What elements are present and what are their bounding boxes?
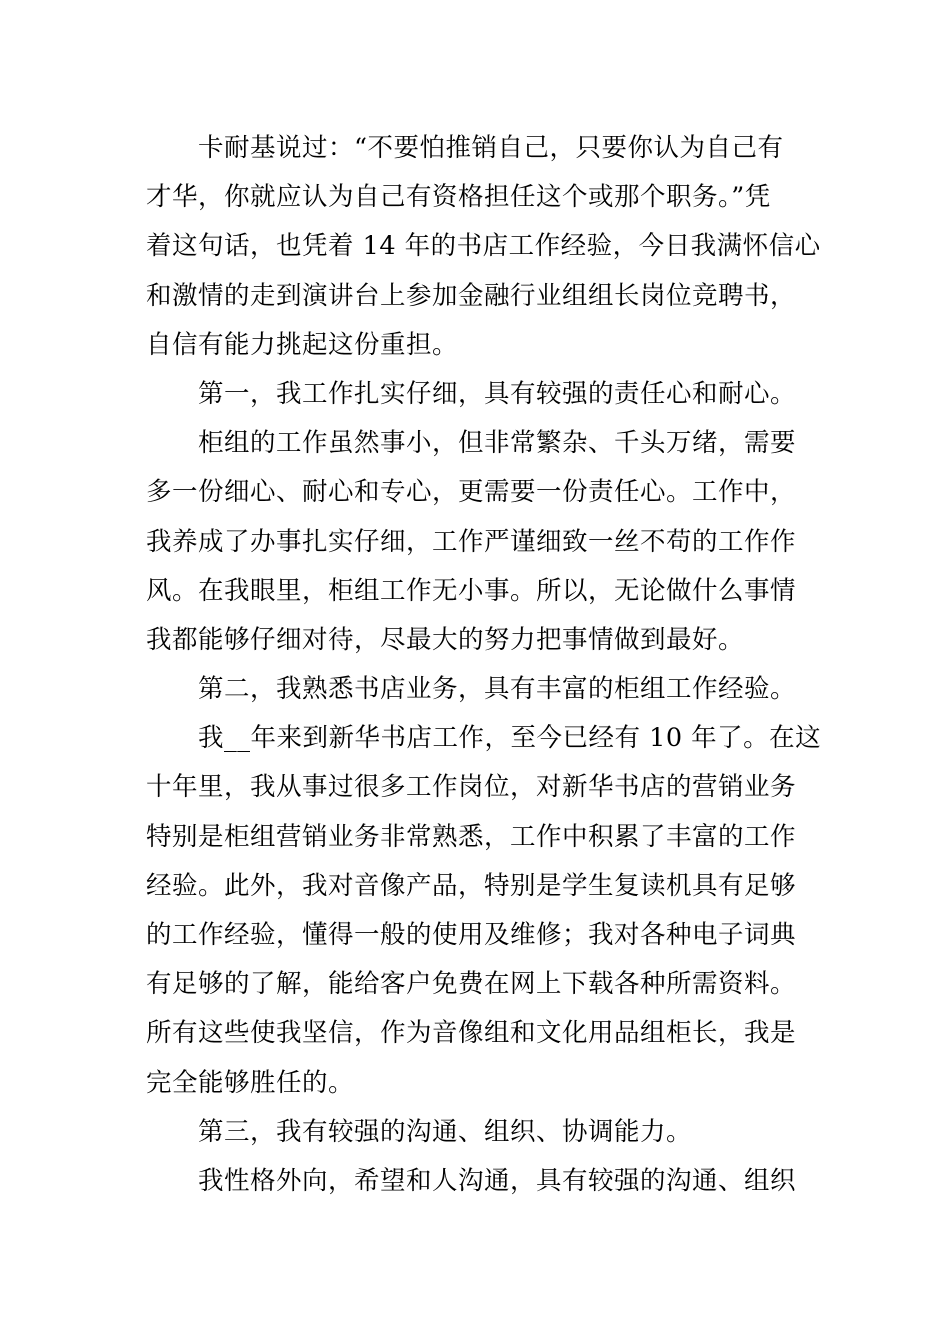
paragraph-intro [146, 124, 821, 370]
document-body [146, 124, 822, 1206]
text-line: 风。在我眼里，柜组工作无小事。所以，无论做什么事情 [146, 575, 797, 606]
paragraph-first-detail [146, 419, 808, 665]
text-line: 和激情的走到演讲台上参加金融行业组组长岗位竞聘书， [146, 280, 797, 311]
text-line: 我性格外向，希望和人沟通，具有较强的沟通、组织 [198, 1165, 797, 1196]
text-line: 柜组的工作虽然事小，但非常繁杂、千头万绪，需要 [198, 428, 797, 459]
paragraph-heading-first [146, 370, 808, 419]
text-line: 我都能够仔细对待，尽最大的努力把事情做到最好。 [146, 624, 745, 655]
text-line: 有足够的了解，能给客户免费在网上下载各种所需资料。 [146, 969, 797, 1000]
text-line: 卡耐基说过：“不要怕推销自己，只要你认为自己有 [198, 133, 784, 163]
text-line: 我__年来到新华书店工作，至今已经有 10 年了。在这 [198, 723, 822, 754]
text-line: 才华，你就应认为自己有资格担任这个或那个职务。”凭 [146, 182, 771, 213]
text-line: 着这句话，也凭着 14 年的书店工作经验，今日我满怀信心 [146, 231, 821, 262]
text-line: 我养成了办事扎实仔细，工作严谨细致一丝不苟的工作作 [146, 526, 797, 557]
paragraph-heading-third [146, 1108, 808, 1157]
text-line: 完全能够胜任的。 [146, 1067, 355, 1098]
text-line: 多一份细心、耐心和专心，更需要一份责任心。工作中， [146, 477, 797, 508]
paragraph-heading-second [146, 665, 808, 714]
text-line: 的工作经验，懂得一般的使用及维修；我对各种电子词典 [146, 920, 797, 950]
text-line: 第一，我工作扎实仔细，具有较强的责任心和耐心。 [198, 378, 797, 409]
text-line: 十年里，我从事过很多工作岗位，对新华书店的营销业务 [146, 772, 797, 803]
text-line: 第二，我熟悉书店业务，具有丰富的柜组工作经验。 [198, 674, 797, 705]
text-line: 经验。此外，我对音像产品，特别是学生复读机具有足够 [146, 870, 797, 901]
paragraph-third-detail [146, 1157, 808, 1206]
text-line: 所有这些使我坚信，作为音像组和文化用品组柜长，我是 [146, 1018, 797, 1049]
paragraph-second-detail [146, 714, 822, 1108]
text-line: 第三，我有较强的沟通、组织、协调能力。 [198, 1116, 693, 1147]
text-line: 自信有能力挑起这份重担。 [146, 329, 459, 360]
text-line: 特别是柜组营销业务非常熟悉，工作中积累了丰富的工作 [146, 821, 797, 852]
